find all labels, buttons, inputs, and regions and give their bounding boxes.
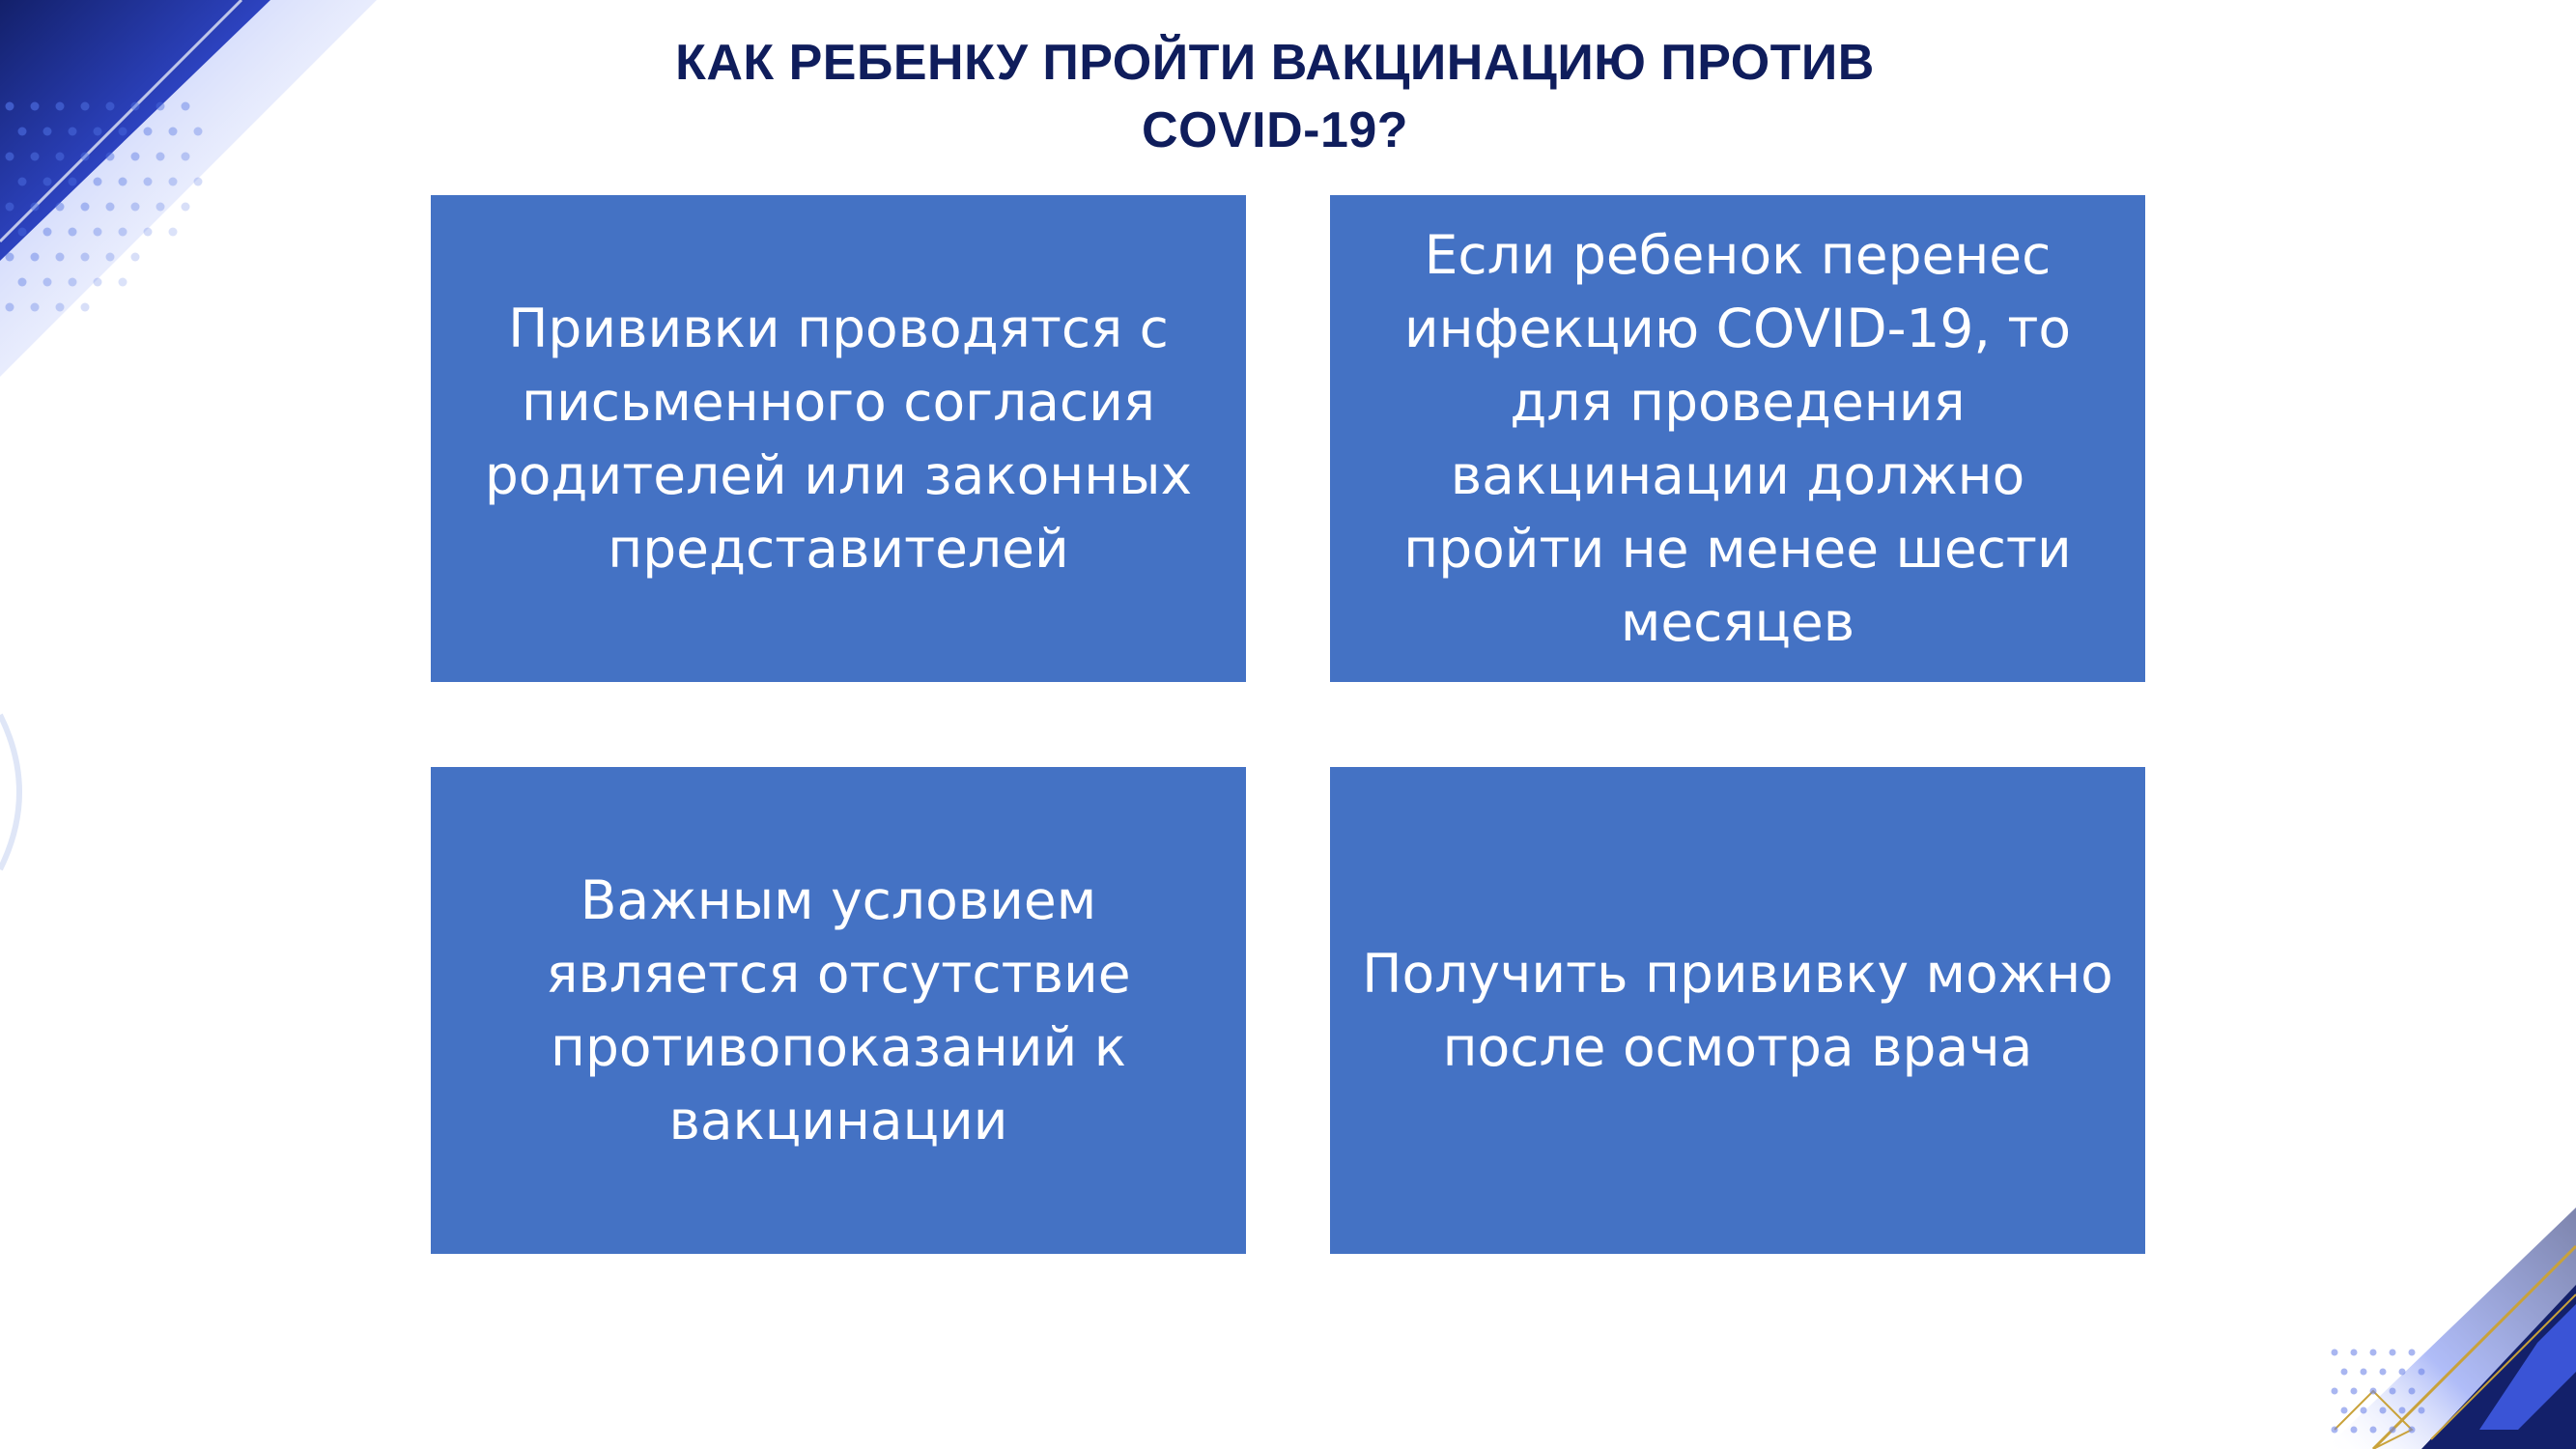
info-card-contraindications (431, 767, 1246, 1254)
decorative-dot (2332, 1427, 2338, 1434)
decorative-dot (94, 278, 102, 287)
decorative-dot (2380, 1407, 2387, 1414)
corner-decoration-top-left (0, 0, 406, 454)
decorative-dot (2409, 1427, 2416, 1434)
decorative-dot (2351, 1427, 2358, 1434)
decorative-dot (2419, 1369, 2425, 1376)
decorative-dot (56, 303, 65, 312)
decorative-dot (119, 228, 127, 237)
decorative-dot (2390, 1388, 2396, 1395)
decorative-dot (56, 203, 65, 212)
decorative-dot (6, 253, 14, 262)
decorative-dot (194, 128, 203, 136)
decorative-dot (2409, 1388, 2416, 1395)
decorative-dot (156, 102, 165, 111)
decorative-dot (106, 253, 115, 262)
slide-title-line-2: COVID-19? (1141, 102, 1409, 158)
decorative-dot (144, 178, 153, 186)
decorative-dot (2390, 1427, 2396, 1434)
decorative-dot (69, 178, 77, 186)
decorative-dot (2361, 1369, 2367, 1376)
decorative-dot (69, 228, 77, 237)
info-card-text: Прививки проводятся с письменного согласия родителей или законных представителей (484, 298, 1193, 580)
decorative-dot (81, 253, 90, 262)
decorative-dot (2380, 1369, 2387, 1376)
decorative-dot (81, 203, 90, 212)
decorative-dot (2390, 1350, 2396, 1356)
info-card-text: Если ребенок перенес инфекцию COVID-19, то для проведения вакцинации должно пройти не менее шести месяцев (1403, 224, 2072, 653)
decorative-dot (31, 253, 40, 262)
decorative-dot (2341, 1407, 2348, 1414)
decorative-dot (43, 278, 52, 287)
info-card-consent (431, 195, 1246, 682)
decorative-dot (6, 203, 14, 212)
decorative-dot (119, 178, 127, 186)
info-card-after-covid (1330, 195, 2145, 682)
decorative-dot (31, 102, 40, 111)
decorative-dot (31, 203, 40, 212)
decorative-dot (6, 102, 14, 111)
decorative-dot (94, 128, 102, 136)
left-edge-arc-decoration (0, 696, 39, 889)
decorative-dot (106, 153, 115, 161)
decorative-dot (43, 178, 52, 186)
decorative-dot (81, 102, 90, 111)
decorative-dot (106, 102, 115, 111)
decorative-dot (2409, 1350, 2416, 1356)
decorative-dot (169, 128, 178, 136)
decorative-dot (156, 203, 165, 212)
decorative-dot (69, 128, 77, 136)
decorative-dot (31, 153, 40, 161)
decorative-dot (169, 178, 178, 186)
decorative-dot (169, 228, 178, 237)
decorative-dot (182, 153, 190, 161)
decorative-dot (2351, 1388, 2358, 1395)
decorative-dot (6, 303, 14, 312)
decorative-dot (6, 153, 14, 161)
decorative-dot (56, 153, 65, 161)
decorative-dot (119, 278, 127, 287)
decorative-dot (94, 178, 102, 186)
decorative-dot (2332, 1388, 2338, 1395)
decorative-dot (106, 203, 115, 212)
slide-title-line-1: КАК РЕБЕНКУ ПРОЙТИ ВАКЦИНАЦИЮ ПРОТИВ (675, 35, 1875, 91)
decorative-dot (2332, 1350, 2338, 1356)
decorative-dot (182, 102, 190, 111)
decorative-dot (2370, 1427, 2377, 1434)
decorative-dot (18, 178, 27, 186)
decorative-dot (131, 153, 140, 161)
decorative-dot (2399, 1407, 2406, 1414)
decorative-dot (2361, 1407, 2367, 1414)
info-card-doctor-exam (1330, 767, 2145, 1254)
corner-decoration-bottom-right (2132, 1101, 2576, 1449)
info-card-text: Получить прививку можно после осмотра врача (1362, 943, 2113, 1078)
info-card-text: Важным условием является отсутствие противопоказаний к вакцинации (546, 869, 1131, 1151)
decorative-dot (18, 128, 27, 136)
decorative-dot (81, 153, 90, 161)
decorative-dot (131, 203, 140, 212)
decorative-dot (18, 228, 27, 237)
decorative-dot (81, 303, 90, 312)
slide-title (541, 29, 2009, 164)
decorative-dot (94, 228, 102, 237)
decorative-dot (156, 153, 165, 161)
decorative-dot (182, 203, 190, 212)
decorative-dot (131, 253, 140, 262)
decorative-dot (43, 128, 52, 136)
decorative-dot (2351, 1350, 2358, 1356)
decorative-dot (31, 303, 40, 312)
decorative-dot (56, 253, 65, 262)
decorative-dot (119, 128, 127, 136)
decorative-dot (144, 128, 153, 136)
decorative-dot (2370, 1350, 2377, 1356)
decorative-dot (56, 102, 65, 111)
decorative-dot (2399, 1369, 2406, 1376)
decorative-dot (2419, 1407, 2425, 1414)
decorative-dot (131, 102, 140, 111)
decorative-dot (2370, 1388, 2377, 1395)
decorative-dot (18, 278, 27, 287)
decorative-dot (69, 278, 77, 287)
decorative-dot (144, 228, 153, 237)
decorative-dot (43, 228, 52, 237)
decorative-dot (2341, 1369, 2348, 1376)
decorative-dot (194, 178, 203, 186)
